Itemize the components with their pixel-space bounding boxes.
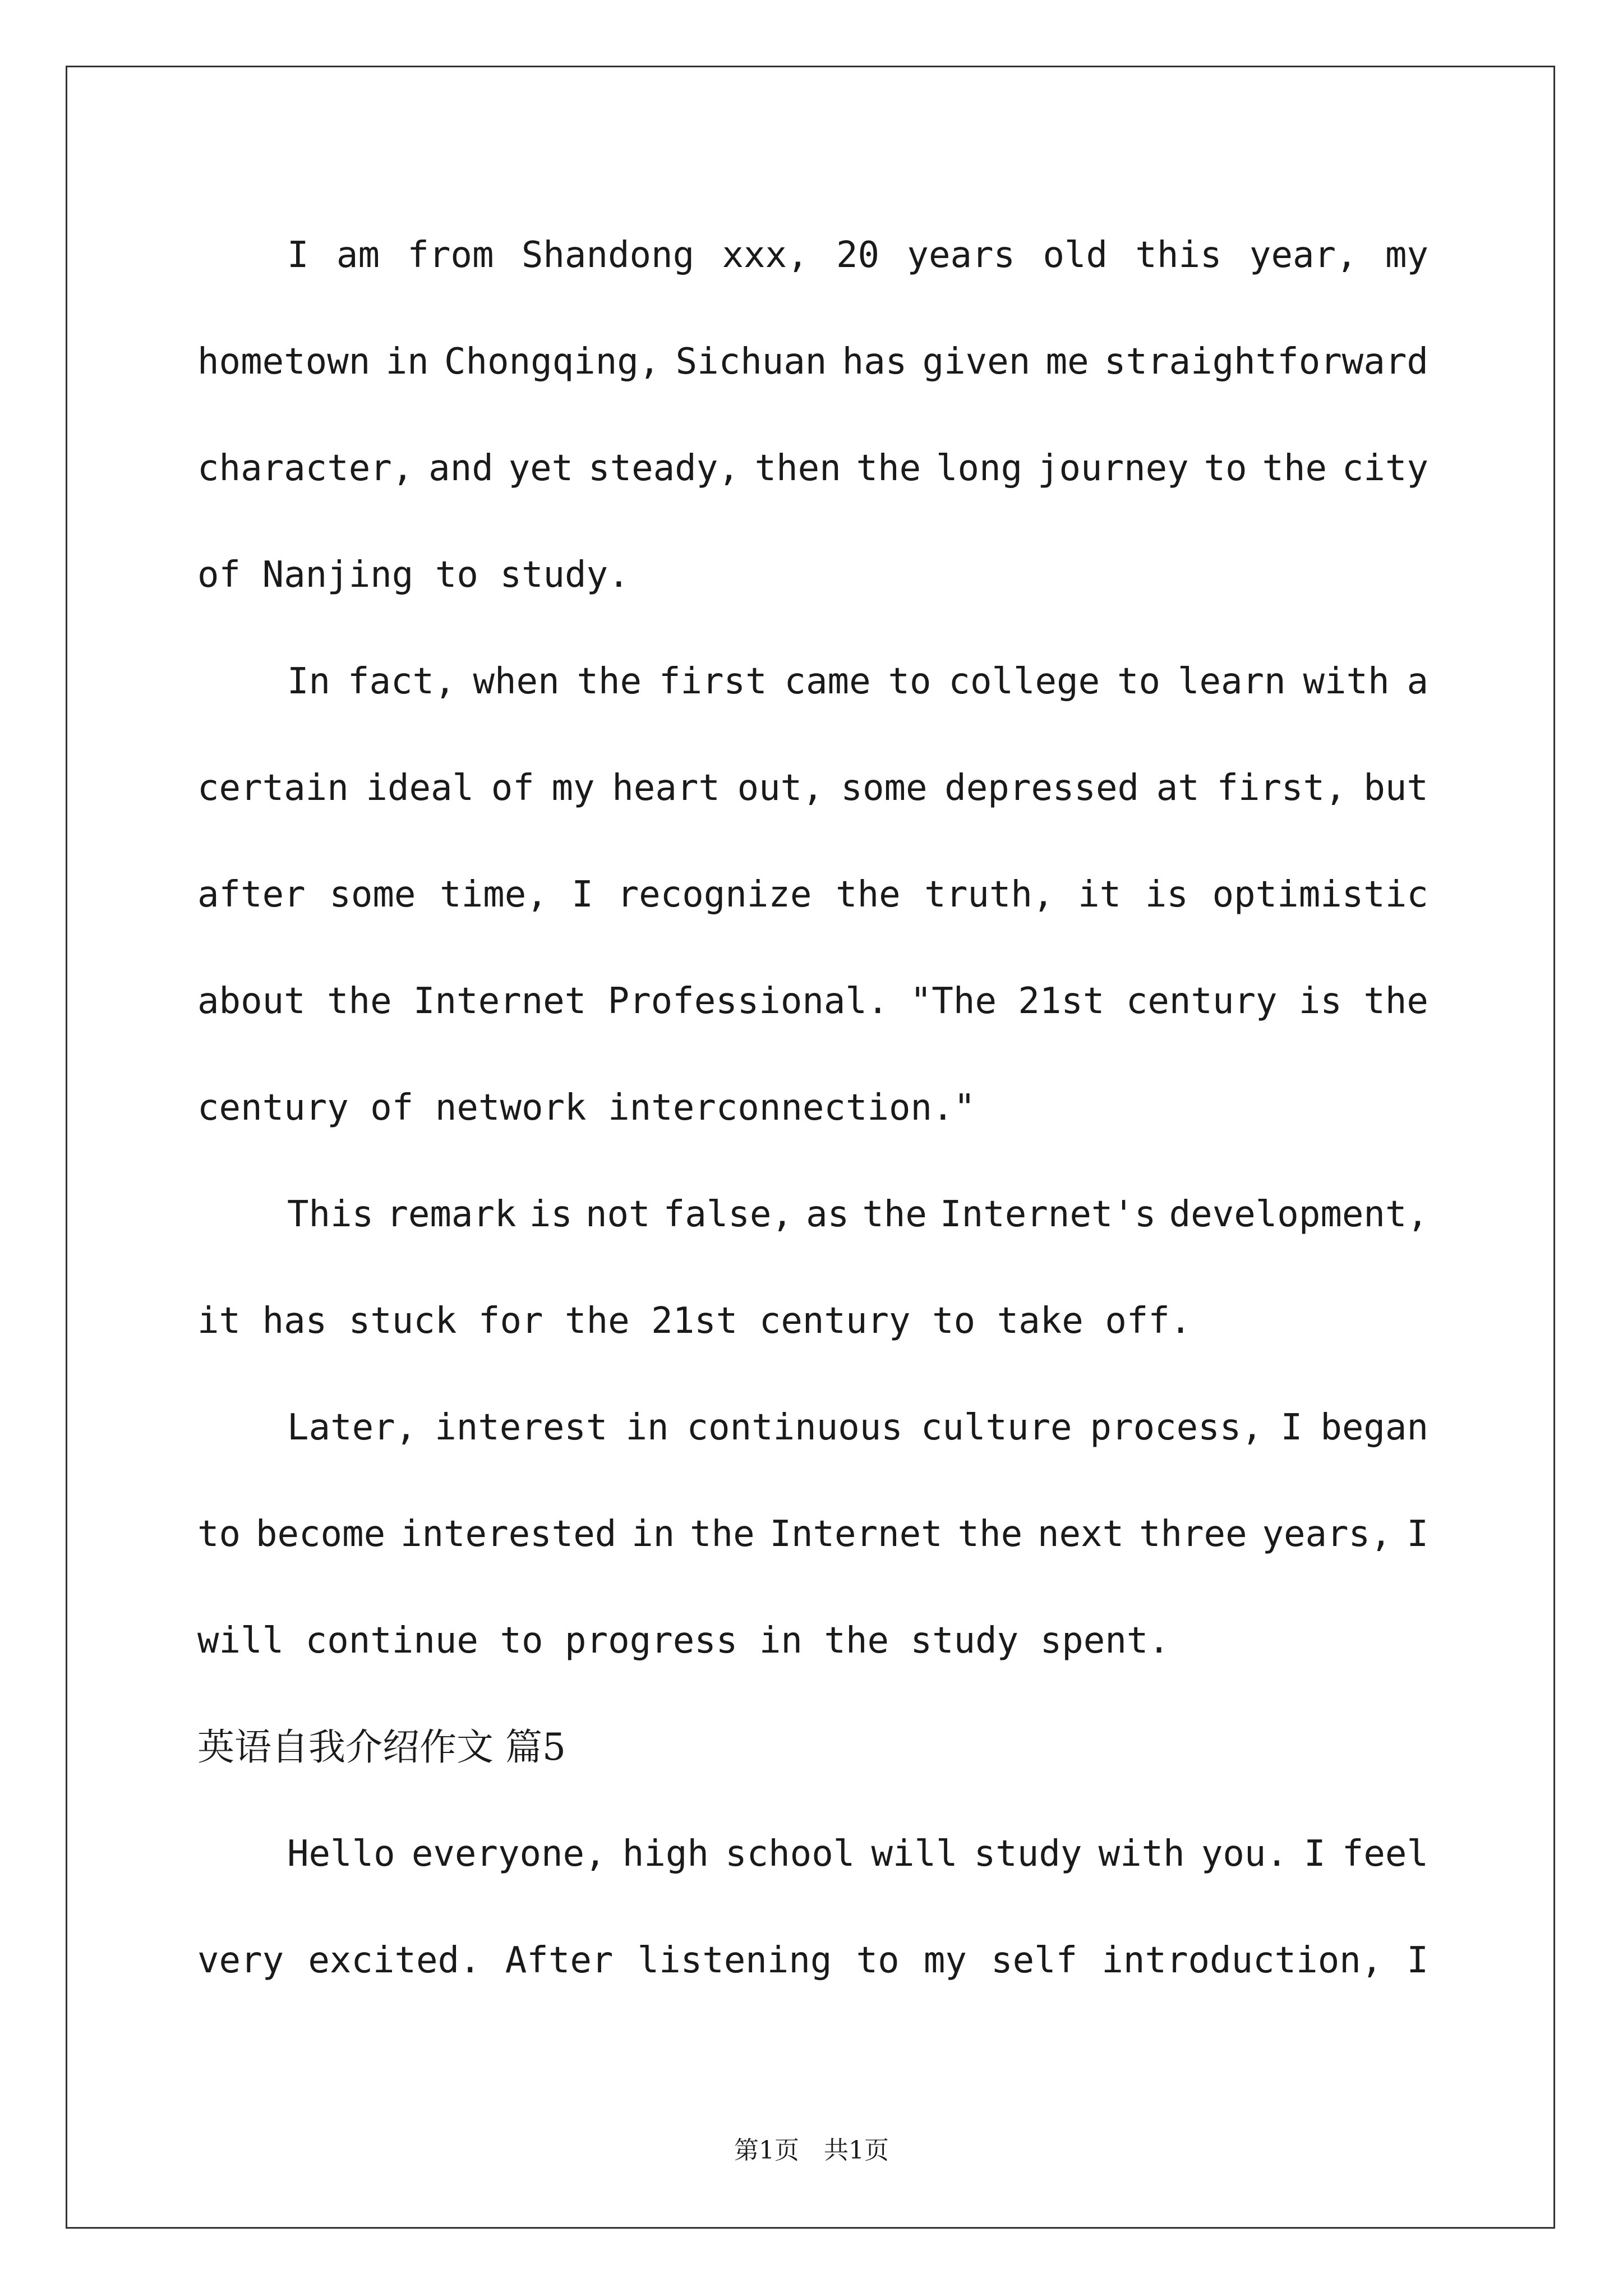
section-heading: 英语自我介绍作文 篇5	[197, 1726, 566, 1769]
paragraph-3-line-1: This remark is not false, as the Internet's development,	[287, 1194, 1428, 1235]
paragraph-1-line-2: hometown in Chongqing, Sichuan has given me straightforward	[197, 341, 1428, 383]
paragraph-1-line-4: of Nanjing to study.	[197, 554, 630, 596]
paragraph-4-line-3: will continue to progress in the study spent.	[197, 1620, 1170, 1662]
paragraph-2-line-2: certain ideal of my heart out, some depressed at first, but	[197, 767, 1428, 809]
paragraph-1-line-3: character, and yet steady, then the long journey to the city	[197, 448, 1428, 489]
paragraph-5-line-1: Hello everyone, high school will study with you. I feel	[287, 1833, 1428, 1875]
paragraph-2-line-1: In fact, when the first came to college to learn with a	[287, 661, 1428, 702]
page-number-footer: 第1页 共1页	[734, 2136, 889, 2165]
paragraph-1-line-1: I am from Shandong xxx, 20 years old this year, my	[287, 234, 1428, 276]
paragraph-2-line-5: century of network interconnection."	[197, 1087, 976, 1129]
document-body	[197, 202, 1428, 2014]
paragraph-4-line-1: Later, interest in continuous culture process, I began	[287, 1407, 1428, 1448]
paragraph-4-line-2: to become interested in the Internet the next three years, I	[197, 1513, 1428, 1555]
paragraph-2-line-4: about the Internet Professional. "The 21st century is the	[197, 981, 1428, 1022]
paragraph-5-line-2: very excited. After listening to my self introduction, I	[197, 1940, 1428, 1981]
paragraph-3-line-2: it has stuck for the 21st century to take off.	[197, 1300, 1192, 1342]
paragraph-2-line-3: after some time, I recognize the truth, it is optimistic	[197, 874, 1428, 915]
